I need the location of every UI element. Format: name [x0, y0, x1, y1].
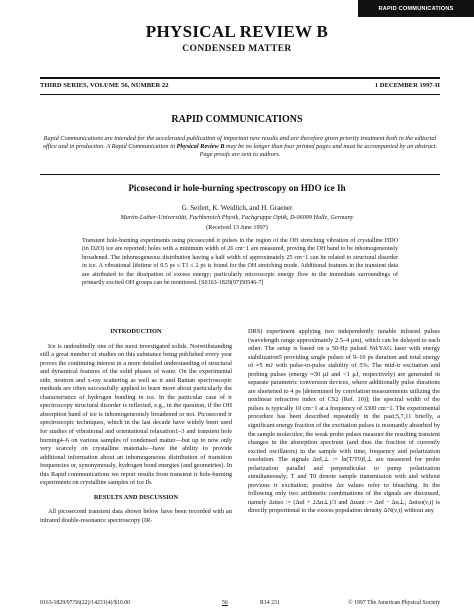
article-abstract: Transient hole-burning experiments using picosecond ir pulses in the region of the OH stretching vibration of crystalline HDO (in D2O) ice are reported; holes with a minimum width of 26 cm−1 are measured, proving the OH band to be inhomogeneously broadened. The inhomogeneous distribution having a half width of approximately 25 cm−1 can be related to structural disorder in ice. A vibrational lifetime of 0.5 ps ≤ T1 ≤ 2 ps is found for the OH stretching mode. Additional features in the transient data are attributed to the dissipation of excess energy; particularly microscopic energy flow in the immediate surroundings of primarily excited OH groups can be monitored. [S0163-1829(97)50546-7]: [82, 238, 398, 287]
issue-date: 1 DECEMBER 1997-II: [374, 82, 440, 89]
masthead-rule-top: [40, 77, 440, 79]
results-paragraph: All picosecond transient data shown below have been recorded with an infrared double-resonance spectroscopy (IR-: [40, 508, 232, 524]
notice-text-before: Rapid Communications are intended for the accelerated publication of important new results and are therefore given priority treatment both in the editorial office and in production. A Rapid Communication in: [42, 135, 437, 151]
article-authors: G. Seifert, K. Weidlich, and H. Graener: [181, 204, 293, 212]
received-date: (Received 13 June 1997): [206, 224, 268, 231]
notice-journal-name: Physical Review B: [176, 143, 225, 151]
footer-copyright: © 1997 The American Physical Society: [348, 600, 440, 606]
results-heading: RESULTS AND DISCUSSION: [93, 493, 179, 501]
footer-volume: 56: [222, 600, 228, 606]
journal-title: PHYSICAL REVIEW B: [145, 22, 329, 41]
introduction-paragraph: Ice is undoubtedly one of the most investigated solids. Notwithstanding still a great number of studies on this substance being published every year proves the continuing interest in a more detailed understanding of structural and dynamical features of the solid phases of water. On the experimental side, neutron and x-ray scattering as well as ir and Raman spectroscopic methods are often successfully applied to learn more about particularly the characteristics of hydrogen bonding in ice. In the particular case of ir spectroscopy structural disorder is reflected, e.g., in the question, if the OH absorption band of ice is inhomogeneously broadened or not. Picosecond ir spectroscopic techniques, which in the last decade have widely been used for studies of vibrational and orientational relaxation1–3 and transient hole burning4–6 on various samples of condensed matter—but up to now only very scarcely on crystalline materials—have the ability to provide additional information about an inhomogeneous distribution of transition frequencies or, synonymously, hydrogen bond energies (and geometries). In this Rapid communications we report results from transient ir hole-burning experiments on crystalline samples of ice Ih.: [40, 342, 232, 487]
notice-text-after: may be no longer than four printed pages and must be accompanied by an abstract. Page proofs are sent to authors.: [199, 143, 438, 159]
journal-subtitle: CONDENSED MATTER: [182, 44, 292, 54]
issue-line: [40, 82, 440, 89]
footer-code: 0163-1829/97/56(22)/14231(4)/$10.00: [40, 600, 131, 606]
footer-page: R14 231: [260, 600, 280, 606]
article-affiliation: Martin-Luther-Universität, Fachbereich Physik, Fachgruppe Optik, D-06099 Halle, Germany: [120, 214, 354, 221]
experiment-paragraph: DRS) experiment applying two independently tunable infrared pulses (wavelength range approximately 2.5–4 μm), which can be delayed to each other. The setup is based on a 50-Hz pulsed Nd:YAG laser with energy stabilization5 providing single pulses of 9–10 ps duration and total energy of ≈5 mJ with pulse-to-pulse stability of 5%. The mid-ir excitation and probing pulses (energy ≈30 μJ and <1 μJ, respectively) are generated in separate parametric conversion devices, where additionally pulse durations are shortened to 4 ps [determined by correlation measurements utilizing the nonlinear refractive index of CS2 (Ref. 10)]; the spectral width of the pulses is typically 10 cm−1 at a frequency of 3300 cm−1. The experimental procedure has been described repeatedly in the past;5,7,11 briefly, a significant energy fraction of the excitation pulses is resonantly absorbed by the sample molecules; the weak probe pulses measure the resulting transient changes in the absorption spectrum (and thus the fraction of currently excited oscillators) in the sample with time, frequency and polarization resolution. The signals Δα‖,⊥ := ln(T/T0)‖,⊥ are measured for probe polarization parallel and perpendicular to pump polarization simultaneously; T and T0 denote sample transmission with and without previous ir excitation; positive Δα values refer to bleaching. In the following only two arithmetic combinations of the signals are discussed, namely Δαiso := (Δα‖ + 2Δα⊥)/3 and Δαani := Δα‖ − Δα⊥; Δαiso(ν,t) is directly proportional to the excess population density ΔN(ν,t) without any: [248, 328, 440, 515]
article-title: Picosecond ir hole-burning spectroscopy on HDO ice Ih: [128, 183, 346, 193]
introduction-heading: INTRODUCTION: [110, 328, 162, 335]
notice-rule: [40, 174, 440, 175]
series-volume: THIRD SERIES, VOLUME 56, NUMBER 22: [40, 82, 169, 89]
rapid-communications-tag: RAPID COMMUNICATIONS: [358, 0, 474, 17]
editorial-notice: [40, 135, 440, 160]
section-heading: RAPID COMMUNICATIONS: [171, 114, 303, 125]
body-right-column: [248, 328, 440, 516]
masthead-rule-bottom: [40, 94, 440, 95]
body-left-column: [40, 328, 232, 525]
